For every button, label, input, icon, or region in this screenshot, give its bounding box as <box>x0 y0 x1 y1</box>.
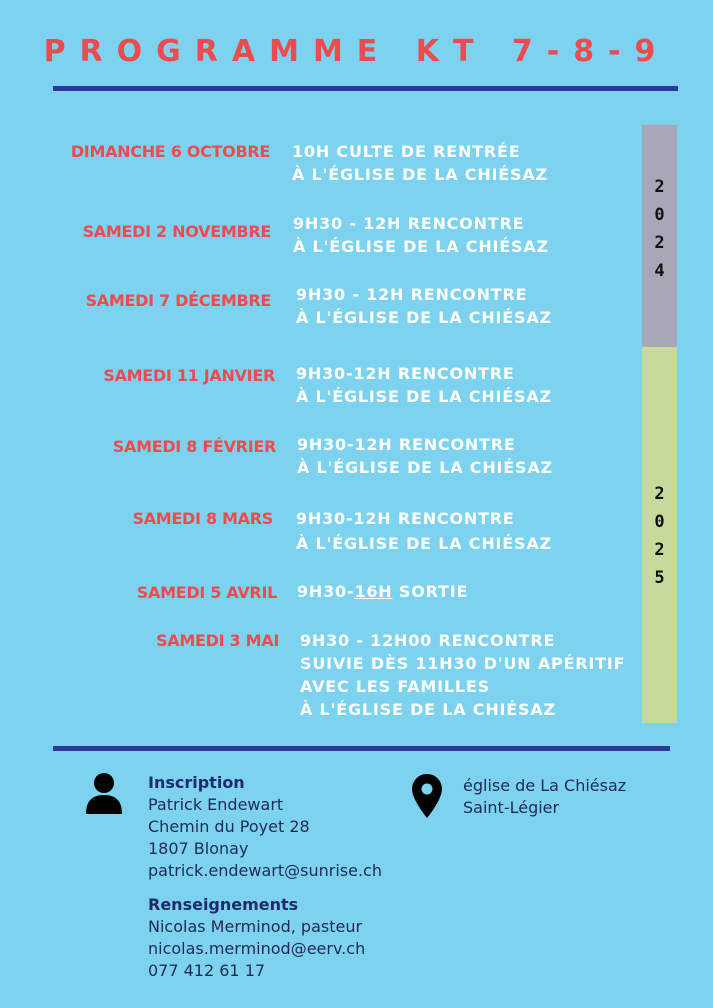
event-line: 9H30-12H RENCONTRE <box>297 435 516 454</box>
bottom-divider <box>53 746 670 751</box>
location-line2: Saint-Légier <box>463 798 560 817</box>
event-date: SAMEDI 7 DÉCEMBRE <box>85 291 271 310</box>
event-line: À L'ÉGLISE DE LA CHIÉSAZ <box>296 387 552 406</box>
event-line: À L'ÉGLISE DE LA CHIÉSAZ <box>296 534 552 553</box>
location-line1: église de La Chiésaz <box>463 776 627 795</box>
event-line: À L'ÉGLISE DE LA CHIÉSAZ <box>296 308 552 327</box>
event-line <box>297 580 468 603</box>
event-time-end: 16H <box>354 582 393 601</box>
year-text-2025: 2 0 2 5 <box>654 484 665 588</box>
event-line: 9H30-12H RENCONTRE <box>296 364 515 383</box>
event-date: SAMEDI 5 AVRIL <box>136 583 277 602</box>
event-line: À L'ÉGLISE DE LA CHIÉSAZ <box>293 237 549 256</box>
event-date: SAMEDI 8 MARS <box>132 509 273 528</box>
event-line: 9H30 - 12H00 RENCONTRE <box>300 631 556 650</box>
event-line: À L'ÉGLISE DE LA CHIÉSAZ <box>292 165 548 184</box>
event-description <box>296 362 552 408</box>
event-description <box>296 283 552 329</box>
event-activity: SORTIE <box>392 582 469 601</box>
renseignements-phone[interactable]: 077 412 61 17 <box>148 961 266 980</box>
event-date: SAMEDI 8 FÉVRIER <box>112 437 276 456</box>
renseignements-name: Nicolas Merminod, pasteur <box>148 917 363 936</box>
renseignements-block <box>148 894 365 982</box>
event-line: À L'ÉGLISE DE LA CHIÉSAZ <box>297 458 553 477</box>
event-date: SAMEDI 2 NOVEMBRE <box>82 222 271 241</box>
event-description <box>300 629 625 721</box>
inscription-name: Patrick Endewart <box>148 795 284 814</box>
event-description <box>292 140 548 186</box>
event-line: SUIVIE DÈS 11H30 D'UN APÉRITIF <box>300 654 626 673</box>
inscription-city: 1807 Blonay <box>148 839 249 858</box>
year-bar-2024 <box>642 125 677 347</box>
person-icon <box>85 772 123 818</box>
event-description <box>297 580 468 603</box>
location-block <box>463 775 626 819</box>
inscription-email[interactable]: patrick.endewart@sunrise.ch <box>148 861 382 880</box>
year-label-2024 <box>642 175 677 287</box>
event-line: À L'ÉGLISE DE LA CHIÉSAZ <box>300 700 556 719</box>
event-description <box>296 506 552 556</box>
inscription-heading: Inscription <box>148 773 245 792</box>
event-line: 9H30 - 12H RENCONTRE <box>293 214 525 233</box>
year-text-2024: 2 0 2 4 <box>654 177 665 281</box>
location-pin-icon <box>411 773 443 823</box>
event-description <box>293 212 549 258</box>
year-label-2025 <box>642 482 677 594</box>
event-description <box>297 433 553 479</box>
inscription-block <box>148 772 382 882</box>
event-line: AVEC LES FAMILLES <box>300 677 490 696</box>
event-date: SAMEDI 3 MAI <box>156 631 279 650</box>
renseignements-heading: Renseignements <box>148 895 299 914</box>
event-date: DIMANCHE 6 OCTOBRE <box>70 142 270 161</box>
page-title: PROGRAMME KT 7-8-9 <box>43 34 670 69</box>
event-date: SAMEDI 11 JANVIER <box>103 366 275 385</box>
event-line: 9H30 - 12H RENCONTRE <box>296 285 528 304</box>
top-divider <box>53 86 678 91</box>
event-line: 9H30-12H RENCONTRE <box>296 509 515 528</box>
event-line: 10H CULTE DE RENTRÉE <box>292 142 521 161</box>
event-time-start: 9H30- <box>297 582 355 601</box>
inscription-street: Chemin du Poyet 28 <box>148 817 310 836</box>
year-bar-2025 <box>642 347 677 723</box>
renseignements-email[interactable]: nicolas.merminod@eerv.ch <box>148 939 366 958</box>
